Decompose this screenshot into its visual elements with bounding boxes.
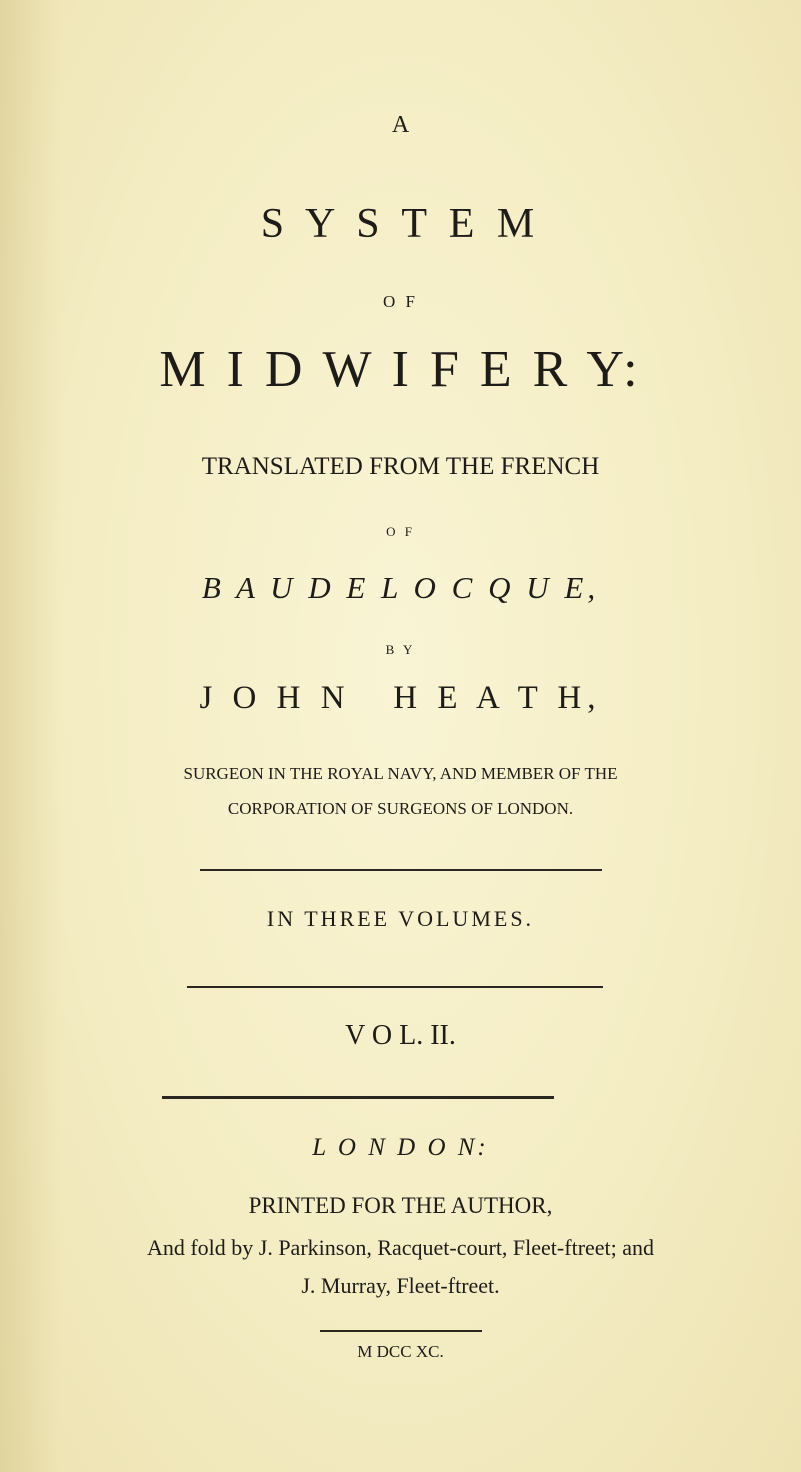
year: M DCC XC. xyxy=(357,1342,444,1361)
of-label-2: O F xyxy=(386,524,415,539)
rule-1 xyxy=(200,869,602,871)
translated-line: TRANSLATED FROM THE FRENCH xyxy=(201,453,600,480)
printed-for: PRINTED FOR THE AUTHOR, xyxy=(248,1193,553,1218)
rule-3 xyxy=(162,1096,554,1099)
of-label-1: O F xyxy=(383,292,418,311)
rule-2 xyxy=(187,986,603,988)
sold-by-line-2: J. Murray, Fleet-ftreet. xyxy=(301,1273,500,1298)
sold-by-line-1: And fold by J. Parkinson, Racquet-court, Fleet-ftreet; and xyxy=(146,1235,655,1260)
title-midwifery: M I D W I F E R Y: xyxy=(159,341,642,398)
translator-name: J O H N H E A T H, xyxy=(199,680,602,716)
rule-4 xyxy=(320,1330,482,1332)
place-london: L O N D O N: xyxy=(312,1134,489,1161)
original-author: B A U D E L O C Q U E, xyxy=(201,570,600,605)
volume-number: V O L. II. xyxy=(345,1020,456,1051)
title-system: S Y S T E M xyxy=(260,201,541,247)
credentials-line-1: SURGEON IN THE ROYAL NAVY, AND MEMBER OF THE xyxy=(183,764,618,783)
article-a: A xyxy=(391,112,410,138)
credentials-line-2: CORPORATION OF SURGEONS OF LONDON. xyxy=(227,799,574,818)
volumes-line: IN THREE VOLUMES. xyxy=(266,906,535,931)
by-label: B Y xyxy=(385,642,416,657)
